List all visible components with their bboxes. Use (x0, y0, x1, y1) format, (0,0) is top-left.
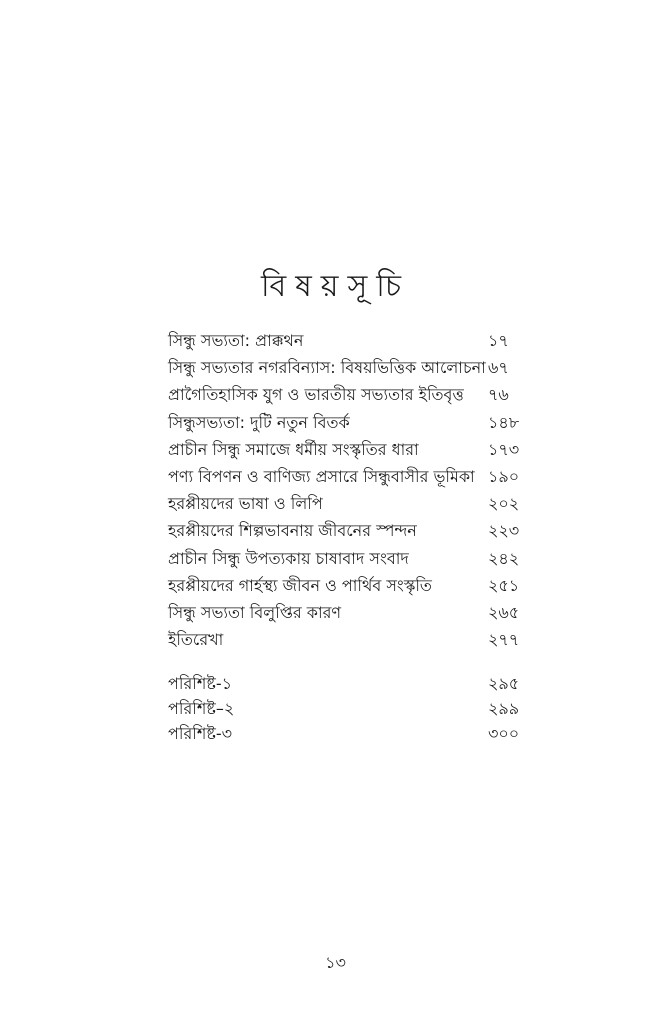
chapter-page-number: ১৭৩ (488, 439, 520, 459)
toc-entry (168, 381, 528, 408)
toc-entry (168, 626, 528, 653)
toc-entry (168, 436, 528, 463)
appendix-page-number: ৩০০ (488, 724, 520, 743)
chapter-title: ইতিরেখা (168, 630, 224, 650)
toc-entry (168, 463, 528, 490)
chapter-page-number: ২৪২ (488, 548, 520, 568)
chapter-title: সিন্ধুসভ্যতা: দুটি নতুন বিতর্ক (168, 412, 350, 432)
chapter-title: হরপ্পীয়দের গার্হস্থ্য জীবন ও পার্থিব সংস্কৃতি (168, 575, 432, 595)
chapter-page-number: ২০২ (488, 494, 520, 514)
toc-entry (168, 490, 528, 517)
chapter-page-number: ২৭৭ (488, 630, 520, 650)
chapter-page-number: ৭৬ (488, 385, 509, 405)
chapter-page-number: ১৯০ (488, 466, 520, 486)
appendix-entry (168, 696, 528, 721)
chapter-title: হরপ্পীয়দের শিল্পভাবনায় জীবনের স্পন্দন (168, 521, 417, 541)
toc-entry (168, 599, 528, 626)
appendix-entry (168, 671, 528, 696)
chapter-page-number: ২২৩ (488, 521, 520, 541)
appendix-entry (168, 721, 528, 746)
chapter-title: প্রাচীন সিন্ধু উপত্যকায় চাষাবাদ সংবাদ (168, 548, 409, 568)
chapter-title: প্রাগৈতিহাসিক যুগ ও ভারতীয় সভ্যতার ইতিবৃত্ত (168, 385, 464, 405)
chapter-page-number: ২৬৫ (488, 602, 520, 622)
chapter-page-number: ১৭ (488, 331, 509, 350)
appendix-page-number: ২৯৯ (488, 699, 520, 718)
toc-entry (168, 517, 528, 544)
appendix-title: পরিশিষ্ট-১ (168, 674, 233, 693)
appendix-title: পরিশিষ্ট–২ (168, 699, 235, 718)
toc-entry (168, 354, 528, 381)
chapter-title: প্রাচীন সিন্ধু সমাজে ধর্মীয় সংস্কৃতির ধারা (168, 439, 419, 459)
chapter-title: সিন্ধু সভ্যতা: প্রাক্কথন (168, 331, 304, 350)
toc-entry (168, 572, 528, 599)
chapter-title: পণ্য বিপণন ও বাণিজ্য প্রসারে সিন্ধুবাসীর ভূমিকা (168, 466, 475, 486)
page-title: বিষয়সূচি (260, 269, 411, 304)
toc-entry (168, 409, 528, 436)
chapter-title: সিন্ধু সভ্যতা বিলুপ্তির কারণ (168, 602, 342, 622)
chapter-title: সিন্ধু সভ্যতার নগরবিন্যাস: বিষয়ভিত্তিক আলোচনা (168, 358, 486, 378)
toc-entry (168, 327, 528, 354)
appendix-page-number: ২৯৫ (488, 674, 520, 693)
chapter-page-number: ১৪৮ (488, 412, 520, 432)
chapter-page-number: ৬৭ (488, 358, 509, 378)
appendix-title: পরিশিষ্ট-৩ (168, 724, 233, 743)
toc-entry (168, 545, 528, 572)
chapter-page-number: ২৫১ (488, 575, 520, 595)
table-of-contents (168, 327, 528, 653)
appendix-list (168, 671, 528, 746)
page-number: ১৩ (325, 953, 346, 972)
chapter-title: হরপ্পীয়দের ভাষা ও লিপি (168, 494, 323, 514)
